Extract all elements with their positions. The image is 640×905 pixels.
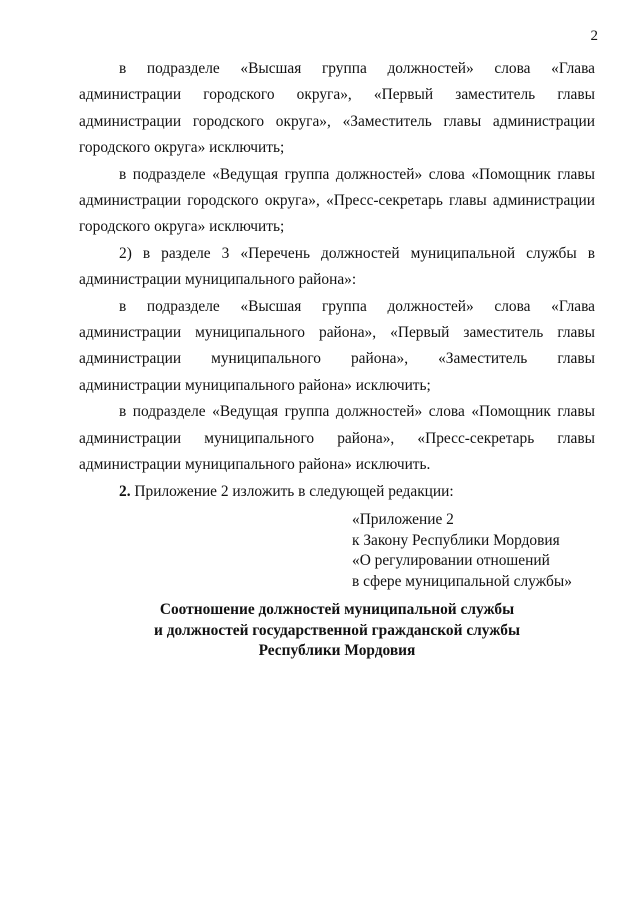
paragraph-higher-group-district bbox=[79, 294, 595, 400]
appendix-line: «О регулировании отношений bbox=[352, 552, 550, 569]
paragraph-number: 2. bbox=[119, 482, 131, 500]
document-title bbox=[79, 600, 595, 662]
paragraph-appendix-2 bbox=[79, 479, 595, 505]
title-line: и должностей государственной гражданской службы bbox=[154, 621, 520, 639]
paragraph-text: в подразделе «Ведущая группа должностей» слова «Помощник главы администрации городского округа», «Пресс-секретарь главы администрации городского округа» исключить; bbox=[79, 165, 595, 236]
paragraph-leading-group-district bbox=[79, 399, 595, 478]
paragraph-text: в подразделе «Высшая группа должностей» слова «Глава администрации городского округа», «Первый заместитель главы администрации городского округа», «Заместитель главы администрации городского округа» исключить; bbox=[79, 60, 595, 157]
appendix-header bbox=[352, 510, 612, 592]
appendix-line: в сфере муниципальной службы» bbox=[352, 572, 572, 590]
title-line: Соотношение должностей муниципальной службы bbox=[159, 601, 515, 618]
appendix-line: «Приложение 2 bbox=[352, 511, 454, 528]
paragraph-text: Приложение 2 изложить в следующей редакции: bbox=[134, 482, 454, 500]
paragraph-section-3 bbox=[79, 241, 595, 294]
paragraph-text: в подразделе «Высшая группа должностей» слова «Глава администрации муниципального района», «Первый заместитель главы администрации муниципального района», «Заместитель главы администрации муниципального района» исключить; bbox=[79, 297, 595, 394]
title-line: Республики Мордовия bbox=[258, 642, 416, 659]
amendment-text bbox=[79, 56, 595, 505]
paragraph-leading-group-city bbox=[79, 162, 595, 241]
paragraph-text: 2) в разделе 3 «Перечень должностей муниципальной службы в администрации муниципального района»: bbox=[79, 244, 595, 289]
paragraph-higher-group-city bbox=[79, 56, 595, 162]
paragraph-text: в подразделе «Ведущая группа должностей» слова «Помощник главы администрации муниципального района», «Пресс-секретарь главы администрации муниципального района» исключить. bbox=[79, 403, 595, 474]
appendix-line: к Закону Республики Мордовия bbox=[352, 531, 560, 549]
page-number: 2 bbox=[590, 28, 598, 44]
